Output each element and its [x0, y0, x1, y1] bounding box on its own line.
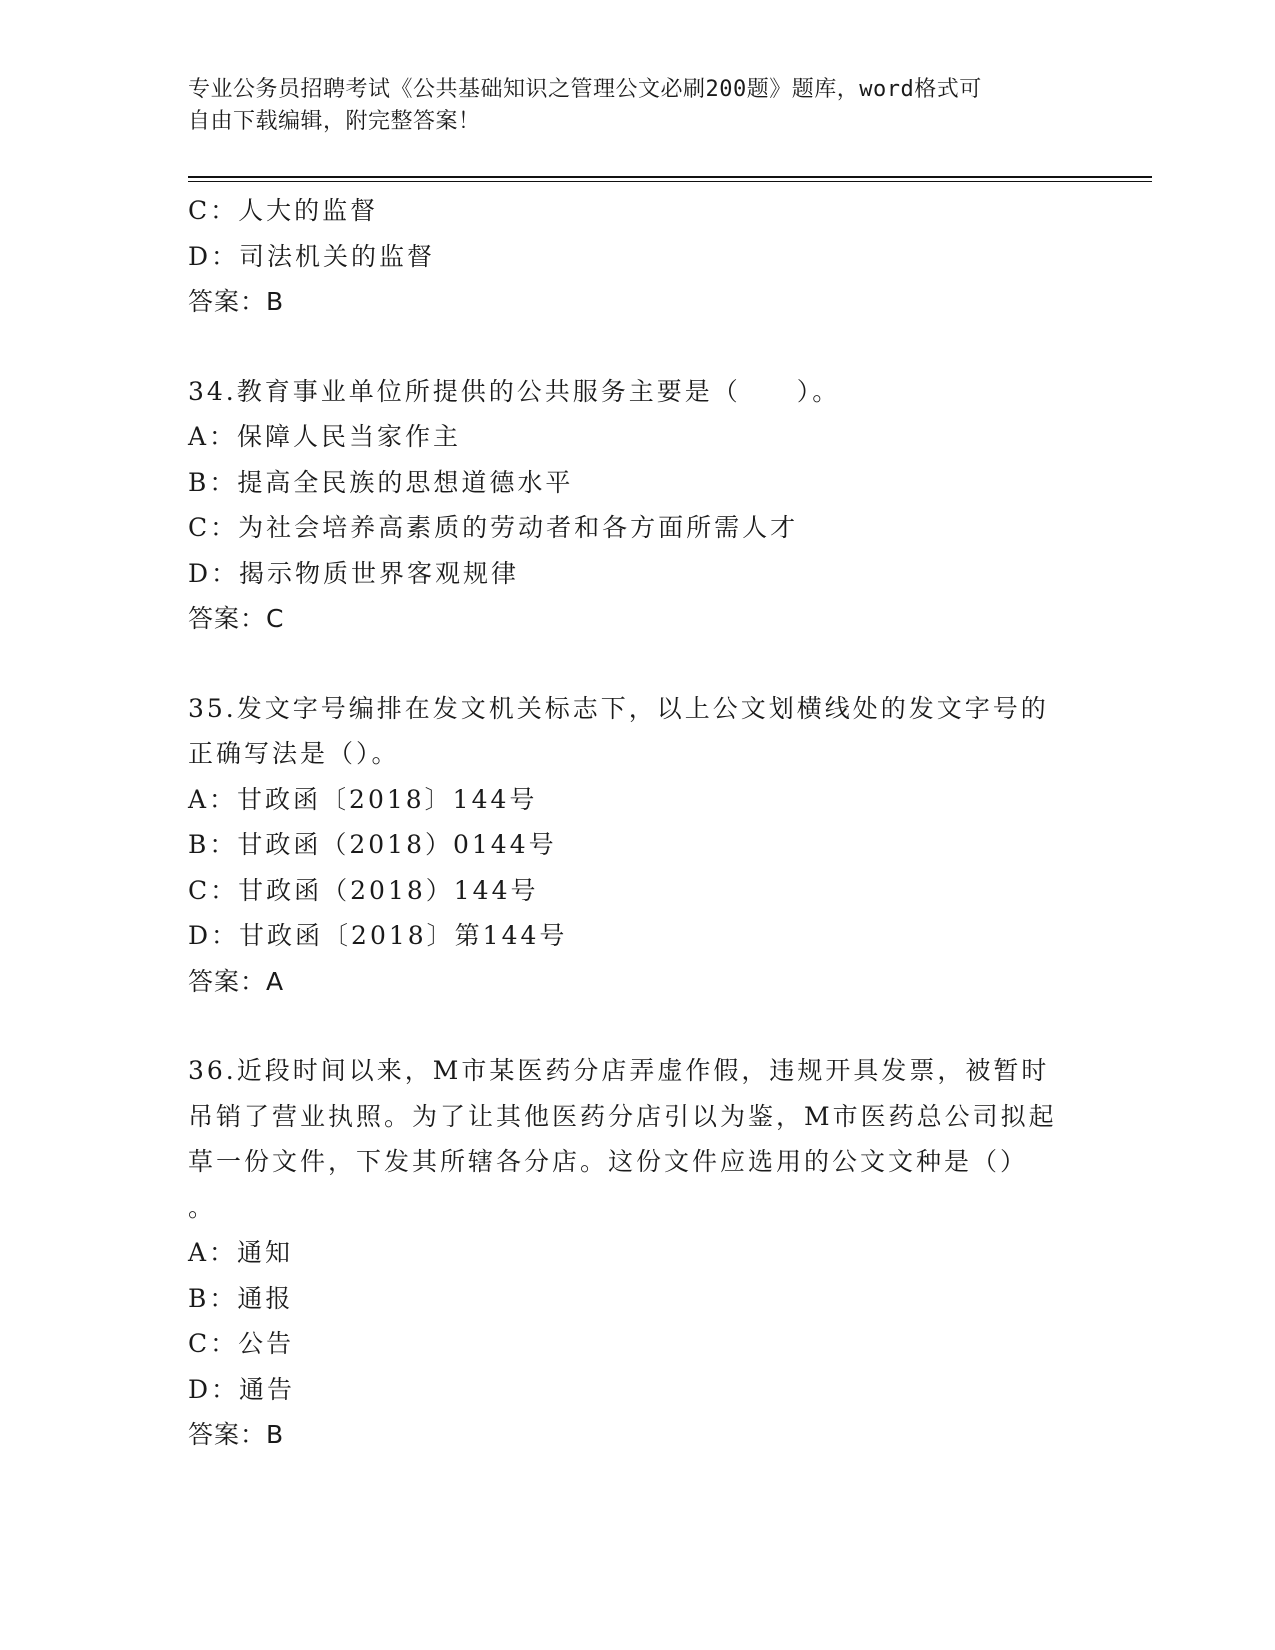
question-spacer — [188, 325, 1108, 369]
question-stem-line-2: 吊销了营业执照。为了让其他医药分店引以为鉴，M市医药总公司拟起 — [188, 1101, 1057, 1131]
option-c: C：为社会培养高素质的劳动者和各方面所需人才 — [188, 513, 799, 542]
header-divider-thin — [188, 181, 1152, 182]
option-a: A：保障人民当家作主 — [188, 422, 462, 451]
option-a: A：甘政函〔2018〕144号 — [188, 784, 538, 814]
option-b: B：提高全民族的思想道德水平 — [188, 467, 574, 497]
option-c: C：公告 — [188, 1329, 295, 1358]
question-35 — [188, 686, 1108, 1005]
header-divider-thick — [188, 176, 1152, 178]
option-b: B：通报 — [188, 1283, 294, 1313]
question-stem-line-4: 。 — [188, 1192, 217, 1222]
question-stem-line-2: 正确写法是（）。 — [188, 739, 400, 768]
question-34 — [188, 369, 1108, 642]
answer: 答案：B — [188, 1420, 285, 1449]
answer: 答案：A — [188, 966, 285, 996]
question-list — [188, 188, 1108, 1458]
option-c: C：人大的监督 — [188, 196, 379, 225]
option-c: C：甘政函（2018）144号 — [188, 875, 539, 905]
question-stem: 34.教育事业单位所提供的公共服务主要是（ ）。 — [188, 376, 841, 406]
question-spacer — [188, 1004, 1108, 1048]
document-header — [188, 74, 1088, 138]
question-stem-line-3: 草一份文件，下发其所辖各分店。这份文件应选用的公文文种是（） — [188, 1147, 1029, 1176]
option-d: D：司法机关的监督 — [188, 241, 436, 271]
question-33 — [188, 188, 1108, 325]
question-36 — [188, 1048, 1108, 1458]
answer: 答案：C — [188, 604, 285, 633]
option-d: D：通告 — [188, 1374, 296, 1404]
header-line-2: 自由下载编辑，附完整答案！ — [188, 109, 481, 134]
option-d: D：揭示物质世界客观规律 — [188, 558, 520, 588]
option-d: D：甘政函〔2018〕第144号 — [188, 921, 568, 950]
option-b: B：甘政函（2018）0144号 — [188, 830, 557, 859]
question-stem-line-1: 36.近段时间以来，M市某医药分店弄虚作假，违规开具发票，被暂时 — [188, 1056, 1050, 1085]
header-line-1: 专业公务员招聘考试《公共基础知识之管理公文必刷200题》题库，word格式可 — [188, 77, 982, 102]
question-stem-line-1: 35.发文字号编排在发文机关标志下，以上公文划横线处的发文字号的 — [188, 693, 1049, 723]
question-spacer — [188, 642, 1108, 686]
option-a: A：通知 — [188, 1238, 294, 1267]
answer: 答案：B — [188, 287, 285, 316]
